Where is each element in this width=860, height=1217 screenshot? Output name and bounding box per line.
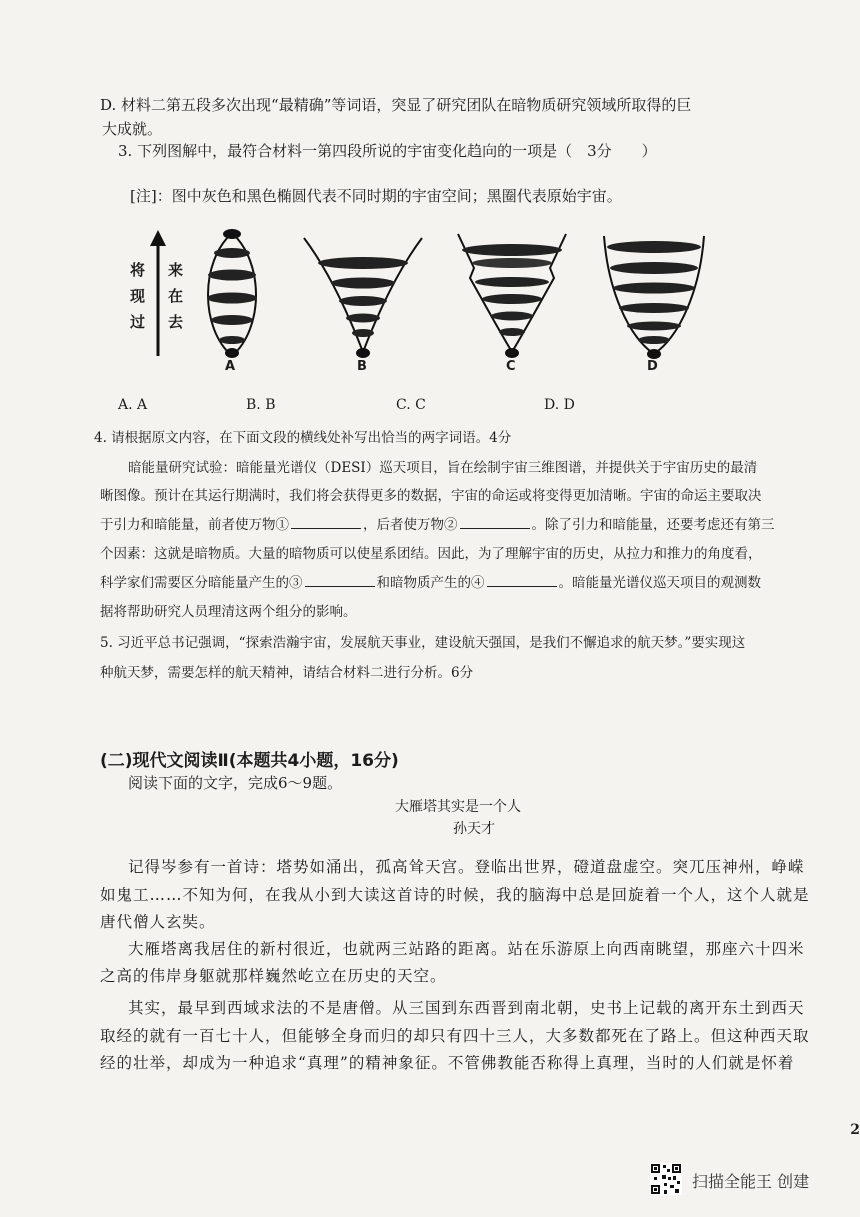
article-line-4: 大雁塔离我居住的新村很近，也就两三站路的距离。站在乐游原上向西南眺望，那座六十四米 [128,940,805,958]
diagram-b [304,238,422,358]
q5-line2: 种航天梦，需要怎样的航天精神，请结合材料二进行分析。6分 [100,665,474,681]
blank-4[interactable] [487,572,557,587]
article-line-3: 唐代僧人玄奘。 [100,913,216,931]
scanner-brand: 扫描全能王 创建 [692,1172,810,1191]
blank-3[interactable] [305,572,375,587]
article-line-5: 之高的伟岸身躯就那样巍然屹立在历史的天空。 [100,967,447,985]
page-number: 2 [850,1122,860,1138]
diagram-a [207,229,257,358]
q3-note: [注]：图中灰色和黑色椭圆代表不同时期的宇宙空间；黑圈代表原始宇宙。 [130,187,622,205]
option-b: B. B [246,397,276,413]
q4-p5: 科学家们需要区分暗能量产生的③ 和暗物质产生的④ 。暗能量光谱仪巡天项目的观测数 [100,572,761,594]
diagram-c [458,234,566,358]
option-c: C. C [396,397,426,413]
article-title: 大雁塔其实是一个人 [395,799,521,815]
diagram-label-c: C [506,359,516,374]
q4-p2: 晰图像。预计在其运行期满时，我们将会获得更多的数据，宇宙的命运或将变得更加清晰。宇宙的命运主要取决 [100,488,762,504]
article-author: 孙天才 [453,821,495,837]
option-d-line1: D. 材料二第五段多次出现“最精确”等词语，突显了研究团队在暗物质研究领域所取得的巨 [100,96,692,114]
universe-diagrams [0,0,860,420]
q4-p4: 个因素：这就是暗物质。大量的暗物质可以使星系团结。因此，为了理解宇宙的历史，从拉力和推力的角度看， [100,546,762,562]
blank-1[interactable] [291,514,361,529]
blank-2[interactable] [460,514,530,529]
diagram-label-d: D [647,359,658,374]
q5-line1: 5. 习近平总书记强调，“探索浩瀚宇宙，发展航天事业，建设航天强国，是我们不懈追求的航天梦。”要实现这 [100,635,746,651]
section-heading: (二)现代文阅读Ⅱ(本题共4小题，16分) [100,751,399,771]
article-line-7: 取经的就有一百七十人，但能够全身而归的却只有四十三人，大多数都死在了路上。但这种西天取 [100,1027,810,1045]
q4-p1: 暗能量研究试验：暗能量光谱仪（DESI）巡天项目，旨在绘制宇宙三维图谱，并提供关于宇宙历史的最清 [128,460,758,476]
axis-right-col: 来 在 去 [168,261,184,331]
article-line-6: 其实，最早到西域求法的不是唐僧。从三国到东西晋到南北朝，史书上记载的离开东土到西天 [128,999,805,1017]
axis-left-col: 将 现 过 [130,261,146,331]
option-a: A. A [118,397,148,413]
article-line-2: 如鬼工……不知为何，在我从小到大读这首诗的时候，我的脑海中总是回旋着一个人，这个人就是 [100,886,810,904]
q4-p6: 据将帮助研究人员理清这两个组分的影响。 [100,604,357,620]
diagram-label-b: B [357,359,367,374]
option-d: D. D [544,397,575,413]
q4-stem: 4. 请根据原文内容，在下面文段的横线处补写出恰当的两字词语。4分 [94,430,512,446]
q3-stem: 3. 下列图解中，最符合材料一第四段所说的宇宙变化趋向的一项是（ 3分 ） [118,142,657,160]
article-line-8: 经的壮举，却成为一种追求“真理”的精神象征。不管佛教能否称得上真理，当时的人们就是怀着 [100,1054,795,1072]
article-line-1: 记得岑参有一首诗：塔势如涌出，孤高耸天宫。登临出世界，磴道盘虚空。突兀压神州，峥嵘 [128,858,805,876]
diagram-label-a: A [225,359,236,374]
diagram-d [604,236,704,359]
option-d-line2: 大成就。 [102,120,163,138]
section-instruction: 阅读下面的文字，完成6～9题。 [128,774,343,792]
q4-p3: 于引力和暗能量，前者使万物① ，后者使万物② 。除了引力和暗能量，还要考虑还有第三 [100,514,775,536]
qr-code-icon [650,1163,682,1195]
time-arrow [150,230,166,356]
